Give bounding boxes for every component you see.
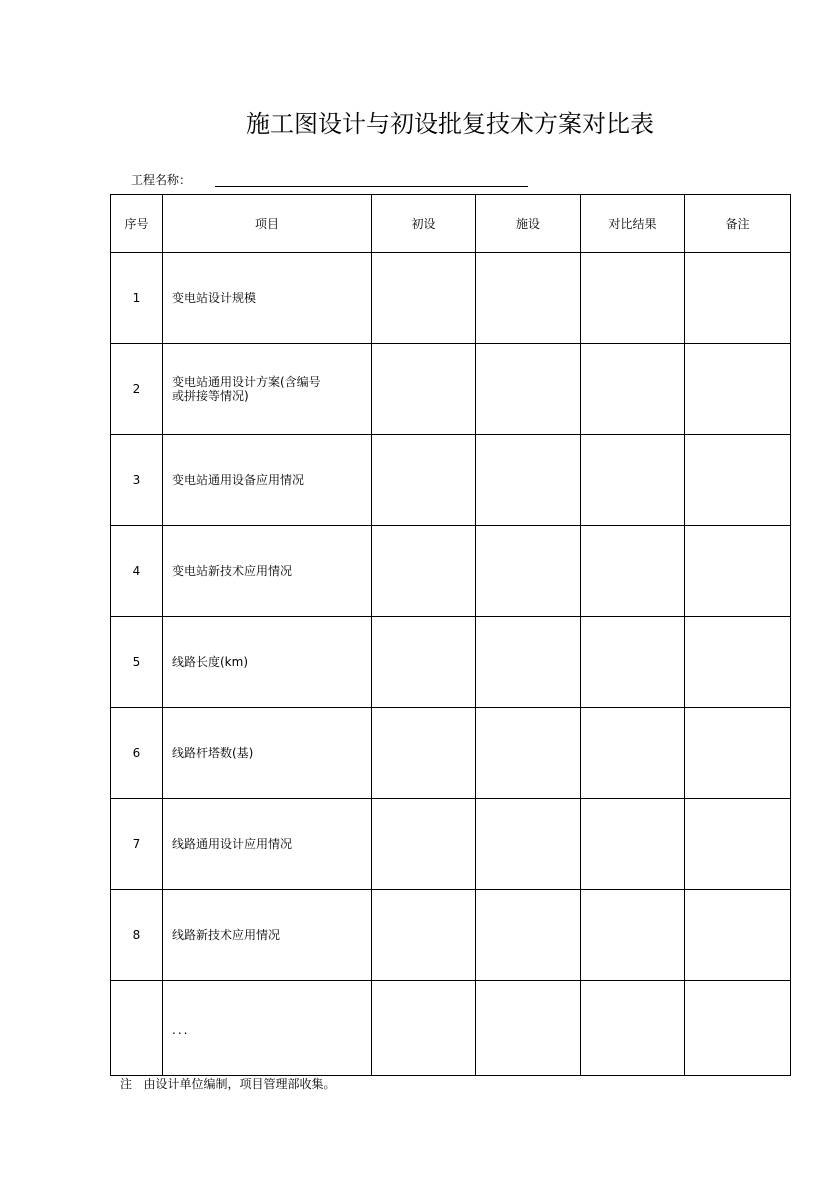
cell-preliminary[interactable] xyxy=(372,890,476,981)
project-name-field[interactable] xyxy=(215,186,528,187)
row-number: 5 xyxy=(111,617,163,708)
cell-remarks[interactable] xyxy=(685,890,791,981)
cell-construction[interactable] xyxy=(476,890,581,981)
cell-construction[interactable] xyxy=(476,435,581,526)
cell-remarks[interactable] xyxy=(685,799,791,890)
table-row xyxy=(111,253,791,344)
row-number: 6 xyxy=(111,708,163,799)
cell-preliminary[interactable] xyxy=(372,344,476,435)
row-number: 2 xyxy=(111,344,163,435)
header-construction: 施设 xyxy=(476,195,581,253)
row-number: 3 xyxy=(111,435,163,526)
table-header-row xyxy=(111,195,791,253)
project-name-label: 工程名称： xyxy=(131,173,192,187)
row-item: 线路通用设计应用情况 xyxy=(163,799,372,890)
cell-remarks[interactable] xyxy=(685,253,791,344)
cell-remarks[interactable] xyxy=(685,435,791,526)
cell-construction[interactable] xyxy=(476,344,581,435)
table-row xyxy=(111,617,791,708)
cell-construction[interactable] xyxy=(476,617,581,708)
row-item: 线路长度(km) xyxy=(163,617,372,708)
table-row xyxy=(111,981,791,1076)
cell-comparison-result[interactable] xyxy=(581,708,685,799)
cell-comparison-result[interactable] xyxy=(581,253,685,344)
header-item: 项目 xyxy=(163,195,372,253)
row-number: 8 xyxy=(111,890,163,981)
row-number: 7 xyxy=(111,799,163,890)
table-row xyxy=(111,799,791,890)
table-row xyxy=(111,435,791,526)
row-item: 变电站新技术应用情况 xyxy=(163,526,372,617)
cell-remarks[interactable] xyxy=(685,981,791,1076)
page-title: 施工图设计与初设批复技术方案对比表 xyxy=(246,110,654,138)
cell-preliminary[interactable] xyxy=(372,253,476,344)
row-item: 变电站设计规模 xyxy=(163,253,372,344)
cell-construction[interactable] xyxy=(476,708,581,799)
header-remarks: 备注 xyxy=(685,195,791,253)
table-row xyxy=(111,526,791,617)
comparison-table xyxy=(110,194,791,1076)
cell-comparison-result[interactable] xyxy=(581,981,685,1076)
cell-comparison-result[interactable] xyxy=(581,617,685,708)
header-comparison-result: 对比结果 xyxy=(581,195,685,253)
table-row xyxy=(111,890,791,981)
row-number: 1 xyxy=(111,253,163,344)
table-row xyxy=(111,344,791,435)
cell-preliminary[interactable] xyxy=(372,435,476,526)
header-preliminary: 初设 xyxy=(372,195,476,253)
cell-comparison-result[interactable] xyxy=(581,526,685,617)
header-seq: 序号 xyxy=(111,195,163,253)
row-item: 线路新技术应用情况 xyxy=(163,890,372,981)
row-number xyxy=(111,981,163,1076)
cell-comparison-result[interactable] xyxy=(581,435,685,526)
row-number: 4 xyxy=(111,526,163,617)
cell-preliminary[interactable] xyxy=(372,799,476,890)
row-item: 变电站通用设备应用情况 xyxy=(163,435,372,526)
cell-remarks[interactable] xyxy=(685,708,791,799)
cell-construction[interactable] xyxy=(476,526,581,617)
cell-construction[interactable] xyxy=(476,981,581,1076)
cell-preliminary[interactable] xyxy=(372,617,476,708)
cell-remarks[interactable] xyxy=(685,617,791,708)
footnote: 注 由设计单位编制，项目管理部收集。 xyxy=(120,1077,336,1091)
row-item: 变电站通用设计方案(含编号 或拼接等情况) xyxy=(163,344,372,435)
table-row xyxy=(111,708,791,799)
cell-preliminary[interactable] xyxy=(372,708,476,799)
cell-comparison-result[interactable] xyxy=(581,799,685,890)
cell-preliminary[interactable] xyxy=(372,981,476,1076)
row-item: ... xyxy=(163,981,372,1076)
cell-preliminary[interactable] xyxy=(372,526,476,617)
cell-comparison-result[interactable] xyxy=(581,344,685,435)
cell-remarks[interactable] xyxy=(685,344,791,435)
cell-construction[interactable] xyxy=(476,253,581,344)
cell-comparison-result[interactable] xyxy=(581,890,685,981)
cell-construction[interactable] xyxy=(476,799,581,890)
row-item: 线路杆塔数(基) xyxy=(163,708,372,799)
cell-remarks[interactable] xyxy=(685,526,791,617)
